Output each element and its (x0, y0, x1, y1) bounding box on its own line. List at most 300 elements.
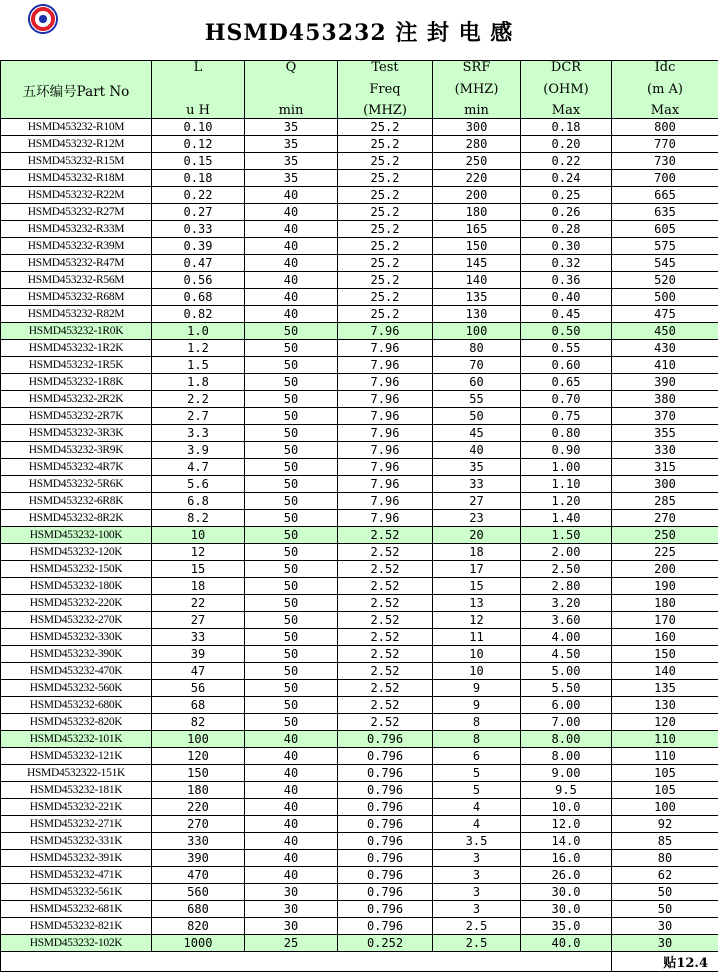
cell-q-min: 50 (245, 527, 338, 544)
cell-idc: 110 (612, 748, 718, 765)
cell-test-freq: 0.796 (338, 731, 433, 748)
table-row (1, 221, 718, 238)
cell-dcr: 6.00 (521, 697, 612, 714)
cell-srf: 2.5 (433, 935, 521, 952)
cell-srf: 23 (433, 510, 521, 527)
cell-test-freq: 0.796 (338, 833, 433, 850)
cell-idc: 500 (612, 289, 718, 306)
cell-srf: 10 (433, 646, 521, 663)
cell-dcr: 9.00 (521, 765, 612, 782)
header-idc: Idc (m A) Max (612, 61, 718, 119)
cell-q-min: 40 (245, 731, 338, 748)
cell-srf: 2.5 (433, 918, 521, 935)
cell-test-freq: 0.252 (338, 935, 433, 952)
cell-dcr: 0.40 (521, 289, 612, 306)
table-row (1, 391, 718, 408)
cell-q-min: 40 (245, 833, 338, 850)
cell-part-no: HSMD453232-101K (1, 731, 152, 748)
cell-dcr: 30.0 (521, 884, 612, 901)
cell-q-min: 50 (245, 357, 338, 374)
cell-q-min: 50 (245, 476, 338, 493)
cell-part-no: HSMD453232-331K (1, 833, 152, 850)
cell-part-no: HSMD453232-3R9K (1, 442, 152, 459)
cell-q-min: 50 (245, 544, 338, 561)
cell-idc: 200 (612, 561, 718, 578)
table-row (1, 867, 718, 884)
cell-inductance: 15 (152, 561, 245, 578)
cell-idc: 100 (612, 799, 718, 816)
cell-test-freq: 2.52 (338, 646, 433, 663)
cell-test-freq: 25.2 (338, 204, 433, 221)
cell-inductance: 0.12 (152, 136, 245, 153)
cell-dcr: 0.36 (521, 272, 612, 289)
cell-dcr: 4.00 (521, 629, 612, 646)
cell-srf: 3 (433, 901, 521, 918)
table-row (1, 799, 718, 816)
cell-dcr: 0.90 (521, 442, 612, 459)
table-row (1, 119, 718, 136)
cell-srf: 17 (433, 561, 521, 578)
cell-test-freq: 7.96 (338, 374, 433, 391)
cell-srf: 9 (433, 697, 521, 714)
cell-q-min: 35 (245, 136, 338, 153)
table-row (1, 527, 718, 544)
footer-row (1, 952, 718, 972)
cell-test-freq: 7.96 (338, 323, 433, 340)
cell-idc: 80 (612, 850, 718, 867)
cell-test-freq: 25.2 (338, 136, 433, 153)
cell-dcr: 1.00 (521, 459, 612, 476)
cell-q-min: 25 (245, 935, 338, 952)
cell-q-min: 50 (245, 442, 338, 459)
cell-test-freq: 0.796 (338, 918, 433, 935)
table-row (1, 884, 718, 901)
cell-part-no: HSMD453232-R68M (1, 289, 152, 306)
cell-idc: 355 (612, 425, 718, 442)
cell-dcr: 1.50 (521, 527, 612, 544)
table-body (1, 119, 718, 952)
table-row (1, 833, 718, 850)
cell-srf: 10 (433, 663, 521, 680)
cell-idc: 520 (612, 272, 718, 289)
cell-idc: 30 (612, 935, 718, 952)
cell-part-no: HSMD453232-1R2K (1, 340, 152, 357)
cell-inductance: 0.18 (152, 170, 245, 187)
cell-part-no: HSMD453232-3R3K (1, 425, 152, 442)
cell-srf: 300 (433, 119, 521, 136)
cell-srf: 100 (433, 323, 521, 340)
cell-idc: 450 (612, 323, 718, 340)
table-row (1, 306, 718, 323)
cell-inductance: 10 (152, 527, 245, 544)
cell-inductance: 3.3 (152, 425, 245, 442)
table-row (1, 425, 718, 442)
cell-dcr: 10.0 (521, 799, 612, 816)
cell-part-no: HSMD453232-1R5K (1, 357, 152, 374)
cell-srf: 3 (433, 850, 521, 867)
cell-q-min: 40 (245, 272, 338, 289)
cell-idc: 545 (612, 255, 718, 272)
table-row (1, 544, 718, 561)
cell-inductance: 2.2 (152, 391, 245, 408)
table-row (1, 850, 718, 867)
cell-dcr: 8.00 (521, 748, 612, 765)
cell-dcr: 0.28 (521, 221, 612, 238)
cell-part-no: HSMD453232-R10M (1, 119, 152, 136)
cell-dcr: 1.10 (521, 476, 612, 493)
cell-test-freq: 7.96 (338, 493, 433, 510)
cell-part-no: HSMD453232-2R2K (1, 391, 152, 408)
cell-part-no: HSMD453232-R18M (1, 170, 152, 187)
cell-test-freq: 2.52 (338, 527, 433, 544)
cell-idc: 285 (612, 493, 718, 510)
cell-q-min: 30 (245, 918, 338, 935)
cell-dcr: 4.50 (521, 646, 612, 663)
cell-dcr: 1.20 (521, 493, 612, 510)
cell-inductance: 150 (152, 765, 245, 782)
cell-srf: 145 (433, 255, 521, 272)
table-row (1, 901, 718, 918)
cell-test-freq: 7.96 (338, 408, 433, 425)
cell-idc: 475 (612, 306, 718, 323)
cell-part-no: HSMD453232-R39M (1, 238, 152, 255)
table-row (1, 765, 718, 782)
cell-srf: 50 (433, 408, 521, 425)
cell-inductance: 47 (152, 663, 245, 680)
cell-srf: 80 (433, 340, 521, 357)
cell-part-no: HSMD453232-180K (1, 578, 152, 595)
cell-inductance: 1.0 (152, 323, 245, 340)
cell-dcr: 5.00 (521, 663, 612, 680)
cell-part-no: HSMD453232-390K (1, 646, 152, 663)
cell-srf: 27 (433, 493, 521, 510)
cell-inductance: 390 (152, 850, 245, 867)
cell-idc: 770 (612, 136, 718, 153)
cell-inductance: 470 (152, 867, 245, 884)
table-row (1, 238, 718, 255)
cell-test-freq: 7.96 (338, 391, 433, 408)
cell-idc: 800 (612, 119, 718, 136)
cell-part-no: HSMD453232-100K (1, 527, 152, 544)
cell-dcr: 7.00 (521, 714, 612, 731)
cell-srf: 250 (433, 153, 521, 170)
cell-srf: 35 (433, 459, 521, 476)
cell-srf: 6 (433, 748, 521, 765)
cell-q-min: 30 (245, 901, 338, 918)
cell-inductance: 33 (152, 629, 245, 646)
cell-test-freq: 25.2 (338, 306, 433, 323)
cell-inductance: 820 (152, 918, 245, 935)
cell-part-no: HSMD453232-121K (1, 748, 152, 765)
cell-idc: 430 (612, 340, 718, 357)
header-row (1, 61, 718, 119)
cell-test-freq: 2.52 (338, 629, 433, 646)
cell-inductance: 4.7 (152, 459, 245, 476)
cell-part-no: HSMD453232-102K (1, 935, 152, 952)
cell-inductance: 6.8 (152, 493, 245, 510)
cell-part-no: HSMD453232-2R7K (1, 408, 152, 425)
cell-dcr: 16.0 (521, 850, 612, 867)
cell-q-min: 40 (245, 221, 338, 238)
cell-dcr: 0.25 (521, 187, 612, 204)
cell-srf: 165 (433, 221, 521, 238)
cell-idc: 700 (612, 170, 718, 187)
cell-test-freq: 0.796 (338, 816, 433, 833)
cell-dcr: 0.18 (521, 119, 612, 136)
cell-srf: 220 (433, 170, 521, 187)
cell-test-freq: 0.796 (338, 765, 433, 782)
cell-idc: 30 (612, 918, 718, 935)
cell-inductance: 0.22 (152, 187, 245, 204)
cell-test-freq: 7.96 (338, 476, 433, 493)
cell-dcr: 3.20 (521, 595, 612, 612)
cell-test-freq: 2.52 (338, 714, 433, 731)
cell-dcr: 0.24 (521, 170, 612, 187)
cell-idc: 410 (612, 357, 718, 374)
cell-inductance: 0.33 (152, 221, 245, 238)
cell-srf: 11 (433, 629, 521, 646)
cell-q-min: 50 (245, 391, 338, 408)
cell-test-freq: 25.2 (338, 289, 433, 306)
header-dcr: DCR (OHM) Max (521, 61, 612, 119)
cell-test-freq: 25.2 (338, 272, 433, 289)
cell-q-min: 40 (245, 816, 338, 833)
cell-test-freq: 2.52 (338, 612, 433, 629)
cell-srf: 55 (433, 391, 521, 408)
cell-srf: 5 (433, 765, 521, 782)
cell-dcr: 0.80 (521, 425, 612, 442)
table-row (1, 578, 718, 595)
cell-part-no: HSMD453232-561K (1, 884, 152, 901)
table-row (1, 323, 718, 340)
cell-srf: 3.5 (433, 833, 521, 850)
cell-test-freq: 2.52 (338, 595, 433, 612)
cell-dcr: 0.60 (521, 357, 612, 374)
cell-dcr: 3.60 (521, 612, 612, 629)
cell-srf: 3 (433, 884, 521, 901)
cell-inductance: 0.10 (152, 119, 245, 136)
cell-inductance: 56 (152, 680, 245, 697)
cell-test-freq: 0.796 (338, 867, 433, 884)
cell-inductance: 120 (152, 748, 245, 765)
cell-srf: 15 (433, 578, 521, 595)
table-row (1, 510, 718, 527)
cell-dcr: 9.5 (521, 782, 612, 799)
table-row (1, 459, 718, 476)
cell-test-freq: 25.2 (338, 221, 433, 238)
cell-dcr: 0.75 (521, 408, 612, 425)
cell-q-min: 40 (245, 255, 338, 272)
cell-srf: 5 (433, 782, 521, 799)
table-row (1, 357, 718, 374)
cell-dcr: 0.26 (521, 204, 612, 221)
cell-part-no: HSMD453232-181K (1, 782, 152, 799)
cell-q-min: 50 (245, 680, 338, 697)
cell-inductance: 1.5 (152, 357, 245, 374)
cell-dcr: 0.30 (521, 238, 612, 255)
cell-dcr: 2.00 (521, 544, 612, 561)
cell-inductance: 3.9 (152, 442, 245, 459)
table-row (1, 408, 718, 425)
cell-inductance: 1.2 (152, 340, 245, 357)
cell-idc: 110 (612, 731, 718, 748)
cell-inductance: 0.68 (152, 289, 245, 306)
cell-q-min: 50 (245, 408, 338, 425)
cell-q-min: 50 (245, 595, 338, 612)
cell-dcr: 0.50 (521, 323, 612, 340)
cell-q-min: 50 (245, 663, 338, 680)
cell-inductance: 8.2 (152, 510, 245, 527)
cell-inductance: 39 (152, 646, 245, 663)
cell-idc: 730 (612, 153, 718, 170)
cell-idc: 250 (612, 527, 718, 544)
cell-q-min: 50 (245, 493, 338, 510)
cell-idc: 270 (612, 510, 718, 527)
table-row (1, 272, 718, 289)
cell-part-no: HSMD453232-R22M (1, 187, 152, 204)
cell-dcr: 0.45 (521, 306, 612, 323)
header-test-freq: Test Freq (MHZ) (338, 61, 433, 119)
cell-test-freq: 2.52 (338, 544, 433, 561)
cell-idc: 62 (612, 867, 718, 884)
cell-dcr: 0.70 (521, 391, 612, 408)
cell-part-no: HSMD453232-R15M (1, 153, 152, 170)
cell-part-no: HSMD453232-1R0K (1, 323, 152, 340)
cell-idc: 330 (612, 442, 718, 459)
cell-test-freq: 0.796 (338, 850, 433, 867)
cell-part-no: HSMD453232-560K (1, 680, 152, 697)
cell-idc: 105 (612, 782, 718, 799)
cell-idc: 380 (612, 391, 718, 408)
table-row (1, 340, 718, 357)
cell-q-min: 40 (245, 187, 338, 204)
cell-inductance: 2.7 (152, 408, 245, 425)
cell-dcr: 2.80 (521, 578, 612, 595)
cell-srf: 9 (433, 680, 521, 697)
cell-dcr: 0.22 (521, 153, 612, 170)
cell-idc: 50 (612, 901, 718, 918)
cell-test-freq: 7.96 (338, 357, 433, 374)
cell-q-min: 50 (245, 425, 338, 442)
cell-test-freq: 7.96 (338, 425, 433, 442)
table-row (1, 680, 718, 697)
cell-part-no: HSMD453232-270K (1, 612, 152, 629)
table-row (1, 748, 718, 765)
cell-inductance: 68 (152, 697, 245, 714)
cell-idc: 140 (612, 663, 718, 680)
cell-idc: 135 (612, 680, 718, 697)
cell-part-no: HSMD453232-5R6K (1, 476, 152, 493)
cell-idc: 170 (612, 612, 718, 629)
cell-idc: 635 (612, 204, 718, 221)
table-row (1, 646, 718, 663)
cell-dcr: 35.0 (521, 918, 612, 935)
cell-part-no: HSMD453232-821K (1, 918, 152, 935)
cell-test-freq: 7.96 (338, 340, 433, 357)
table-row (1, 187, 718, 204)
table-row (1, 782, 718, 799)
cell-part-no: HSMD453232-271K (1, 816, 152, 833)
cell-test-freq: 25.2 (338, 170, 433, 187)
cell-srf: 40 (433, 442, 521, 459)
cell-inductance: 560 (152, 884, 245, 901)
footer-note: 贴12.4 (612, 952, 718, 972)
cell-part-no: HSMD453232-681K (1, 901, 152, 918)
cell-inductance: 27 (152, 612, 245, 629)
cell-q-min: 40 (245, 238, 338, 255)
cell-test-freq: 25.2 (338, 238, 433, 255)
cell-inductance: 12 (152, 544, 245, 561)
cell-q-min: 50 (245, 340, 338, 357)
cell-part-no: HSMD453232-470K (1, 663, 152, 680)
cell-q-min: 50 (245, 646, 338, 663)
cell-srf: 70 (433, 357, 521, 374)
cell-idc: 180 (612, 595, 718, 612)
header-part-no: 五环编号Part No (1, 61, 152, 119)
cell-idc: 105 (612, 765, 718, 782)
cell-part-no: HSMD453232-820K (1, 714, 152, 731)
cell-srf: 130 (433, 306, 521, 323)
cell-part-no: HSMD453232-680K (1, 697, 152, 714)
cell-part-no: HSMD453232-R47M (1, 255, 152, 272)
cell-inductance: 82 (152, 714, 245, 731)
table-row (1, 697, 718, 714)
cell-srf: 135 (433, 289, 521, 306)
cell-srf: 8 (433, 731, 521, 748)
cell-part-no: HSMD453232-4R7K (1, 459, 152, 476)
cell-inductance: 680 (152, 901, 245, 918)
cell-dcr: 1.40 (521, 510, 612, 527)
cell-q-min: 40 (245, 799, 338, 816)
cell-q-min: 50 (245, 374, 338, 391)
cell-srf: 13 (433, 595, 521, 612)
table-row (1, 714, 718, 731)
cell-inductance: 1.8 (152, 374, 245, 391)
cell-idc: 370 (612, 408, 718, 425)
cell-test-freq: 2.52 (338, 697, 433, 714)
cell-srf: 180 (433, 204, 521, 221)
table-row (1, 629, 718, 646)
cell-test-freq: 0.796 (338, 782, 433, 799)
cell-q-min: 50 (245, 459, 338, 476)
cell-test-freq: 25.2 (338, 119, 433, 136)
cell-inductance: 0.56 (152, 272, 245, 289)
cell-part-no: HSMD453232-6R8K (1, 493, 152, 510)
cell-dcr: 0.55 (521, 340, 612, 357)
cell-part-no: HSMD453232-R82M (1, 306, 152, 323)
cell-test-freq: 0.796 (338, 884, 433, 901)
cell-test-freq: 25.2 (338, 153, 433, 170)
cell-idc: 150 (612, 646, 718, 663)
cell-idc: 390 (612, 374, 718, 391)
cell-inductance: 18 (152, 578, 245, 595)
cell-q-min: 50 (245, 612, 338, 629)
cell-srf: 150 (433, 238, 521, 255)
cell-q-min: 50 (245, 578, 338, 595)
cell-inductance: 0.39 (152, 238, 245, 255)
cell-dcr: 12.0 (521, 816, 612, 833)
cell-idc: 605 (612, 221, 718, 238)
cell-test-freq: 2.52 (338, 680, 433, 697)
cell-dcr: 14.0 (521, 833, 612, 850)
cell-test-freq: 0.796 (338, 901, 433, 918)
cell-q-min: 50 (245, 323, 338, 340)
table-row (1, 204, 718, 221)
cell-q-min: 40 (245, 289, 338, 306)
cell-inductance: 270 (152, 816, 245, 833)
cell-q-min: 50 (245, 510, 338, 527)
cell-srf: 140 (433, 272, 521, 289)
